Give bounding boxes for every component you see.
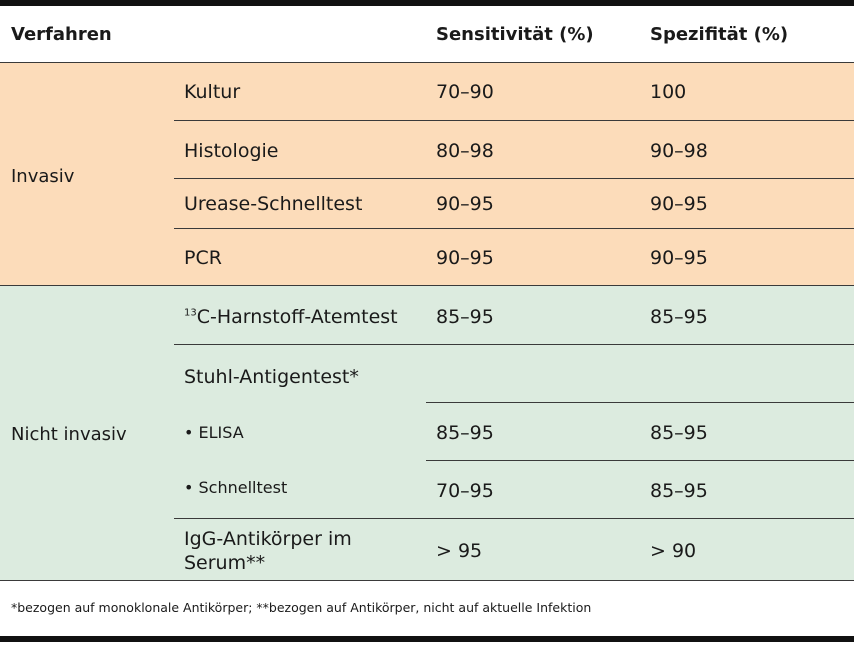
header-sensitivitaet: Sensitivität (%) [436, 24, 594, 45]
row-elisa-name: • ELISA [184, 423, 244, 442]
row-igg-spez: > 90 [650, 540, 697, 562]
row-schnelltest-spez: 85–95 [650, 480, 708, 502]
row-atemtest-name [184, 306, 398, 328]
row-urease-name: Urease-Schnelltest [184, 193, 363, 215]
bottom-rule [0, 636, 854, 642]
row-divider [174, 120, 854, 121]
row-divider [426, 460, 854, 461]
table-bottom-divider [0, 580, 854, 581]
category-nicht-invasiv: Nicht invasiv [11, 424, 127, 445]
row-urease-sens: 90–95 [436, 193, 494, 215]
isotope-superscript: 13 [184, 307, 197, 319]
row-pcr-name: PCR [184, 247, 222, 269]
row-urease-spez: 90–95 [650, 193, 708, 215]
category-invasiv: Invasiv [11, 166, 75, 187]
row-igg-sens: > 95 [436, 540, 483, 562]
row-kultur-sens: 70–90 [436, 81, 494, 103]
row-divider [174, 178, 854, 179]
row-igg-name-line1: IgG-Antikörper im [184, 528, 352, 550]
row-divider [174, 518, 854, 519]
row-atemtest-spez: 85–95 [650, 306, 708, 328]
section-nicht-invasiv [0, 286, 854, 580]
row-igg-name-line2: Serum** [184, 552, 266, 574]
row-kultur-name: Kultur [184, 81, 241, 103]
row-divider [174, 228, 854, 229]
row-kultur-spez: 100 [650, 81, 687, 103]
row-stuhl-name: Stuhl-Antigentest* [184, 366, 359, 388]
row-divider [426, 402, 854, 403]
row-schnelltest-name: • Schnelltest [184, 478, 288, 497]
row-histologie-sens: 80–98 [436, 140, 494, 162]
row-elisa-sens: 85–95 [436, 422, 494, 444]
row-atemtest-label: C-Harnstoff-Atemtest [196, 306, 398, 328]
row-elisa-spez: 85–95 [650, 422, 708, 444]
row-atemtest-sens: 85–95 [436, 306, 494, 328]
row-schnelltest-sens: 70–95 [436, 480, 494, 502]
row-pcr-sens: 90–95 [436, 247, 494, 269]
row-divider [174, 344, 854, 345]
row-histologie-spez: 90–98 [650, 140, 708, 162]
header-spezifitaet: Spezifität (%) [650, 24, 789, 45]
footnote: *bezogen auf monoklonale Antikörper; **bezogen auf Antikörper, nicht auf aktuelle Infektion [11, 600, 592, 615]
row-pcr-spez: 90–95 [650, 247, 708, 269]
section-invasiv [0, 63, 854, 285]
header-verfahren: Verfahren [11, 24, 112, 45]
table-header [0, 6, 854, 62]
row-histologie-name: Histologie [184, 140, 279, 162]
